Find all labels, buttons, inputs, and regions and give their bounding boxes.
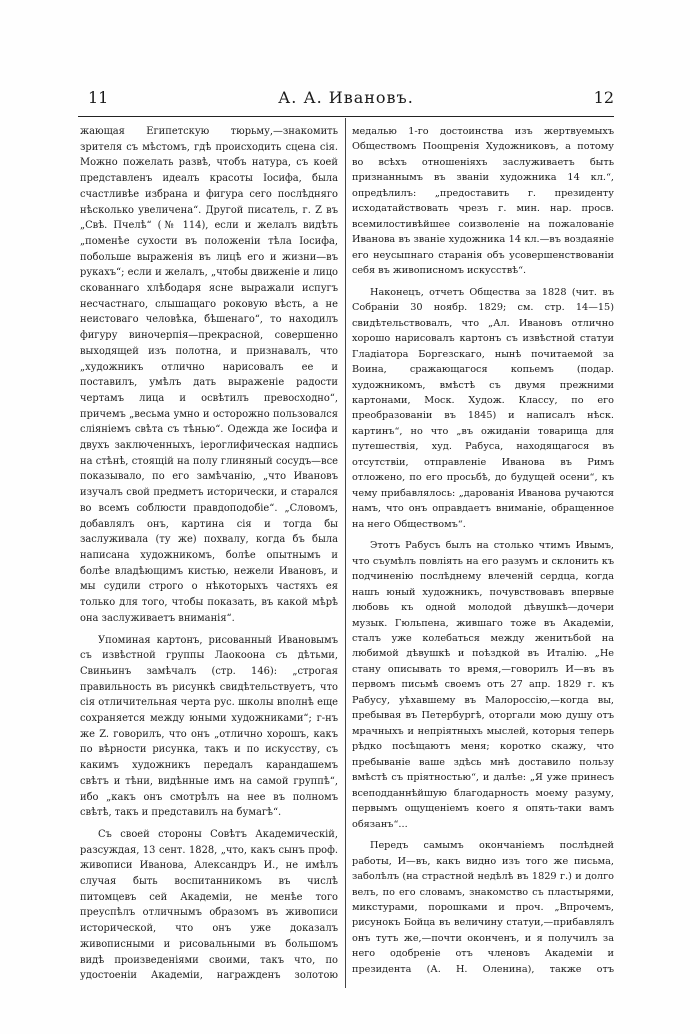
- paragraph: жающая Египетскую тюрьму,—знакомить зрителя съ мѣстомъ, гдѣ происходить сцена сія. Можно пожелать развѣ, чтобъ натура, съ коей представленъ идеалъ красоты Іосифа, была счастливѣе избрана и фигура сего послѣдняго нѣсколько увеличена“. Другой писатель, г. Z въ „Свѣ. Пчелѣ“ (№ 114), если и желалъ видѣть „поменѣе сухости въ положеніи тѣла Іосифа, побольше выраженія въ лицѣ его и жизни—въ рукахъ“; если и желалъ, „чтобы движеніе и лицо скованнаго хлѣбодаря ясне выражали испугъ несчастнаго, слышащаго роковую вѣсть, а не неистоваго человѣка, бѣшенаго“, то находилъ фигуру виночерпія—прекрасной, совершенно выходящей изъ полотна, и признавалъ, что „художникъ отлично нарисовалъ ее и поставилъ, умѣлъ дать выраженіе радости чертамъ лица и освѣтилъ превосходно“, причемъ „весьма умно и осторожно пользовался сліяніемъ свѣта съ тѣнью“. Одежда же Іосифа и двухъ заключенныхъ, іероглифическая надпись на стѣнѣ, стоящій на полу глиняный сосудъ—все показывало, по его замѣчанію, „что Ивановъ изучалъ свой предметъ исторически, и старался во всемъ соблюсти правдоподобіе“. „Словомъ, добавлялъ онъ, картина сія и тогда бы заслуживала (ту же) похвалу, когда бъ была написана художникомъ, болѣе опытнымъ и болѣе владѣющимъ кистью, нежели Ивановъ, и мы судили строго о нѣкоторыхъ частяхъ ея только для того, чтобы показать, въ какой мѣрѣ она заслуживаетъ вниманія“.: [80, 126, 338, 624]
- right-column: [352, 124, 614, 977]
- running-title: А. А. Ивановъ.: [278, 88, 414, 107]
- paragraph: Этотъ Рабусъ былъ на столько чтимъ Ивымъ, что съумѣлъ повліять на его разумъ и склонить къ подчиненію послѣднему влеченій сердца, когда нашъ юный художникъ, почувствовавъ впервые любовь къ одной молодой дѣвушкѣ—дочери музык. Гюльпена, жившаго тоже въ Академіи, сталъ уже колебаться между женитьбой на любимой дѣвушкѣ и поѣздкой въ Италію. „Не стану описывать то время,—говорилъ И—въ въ первомъ письмѣ своемъ отъ 27 апр. 1829 г. къ Рабусу, уѣхавшему въ Малороссію,—когда вы, пребывая въ Петербургѣ, оторгали мою душу отъ мрачныхъ и непріятныхъ мыслей, которыя теперь рѣдко посѣщаютъ меня; коротко скажу, что пребываніе ваше здѣсь мнѣ доставило пользу вмѣстѣ съ пріятностью“, и далѣе: „Я уже принесъ всеподданнѣйшую благодарность моему разуму, первымъ ощущеніемъ коего я опять-таки вамъ обязанъ“...: [352, 540, 614, 830]
- page-number-right: 12: [593, 88, 614, 107]
- paragraph: медалью 1-го достоинства изъ жертвуемыхъ Обществомъ Поощренія Художниковъ, а потому во всѣхъ отношеніяхъ заслуживаетъ быть признаннымъ въ званіи художника 14 кл.“, опредѣлилъ: „предоставить г. президенту исходатайствовать чрезъ г. мин. нар. просв. всемилостивѣйшее соизволеніе на пожалованіе Иванова въ званіе художника 14 кл.—въ воздаяніе его неусыпнаго старанія объ усовершенствованіи себя въ живописномъ искусствѣ“.: [352, 126, 614, 277]
- paragraph: Съ своей стороны Совѣтъ Академическій, разсуждая, 13 сент. 1828, „что, какъ сынъ проф. живописи Иванова, Александръ И., не имѣлъ случая быть воспитанникомъ въ числѣ питомцевъ сей Академіи, не менѣе того преуспѣлъ отличнымъ образомъ въ живописи исторической, что онъ уже доказалъ живописными и рисовальными въ большомъ видѣ произведеніями своими, такъ что, по удостоеніи Академіи, награжденъ золотою: [80, 828, 338, 982]
- page-header: [78, 86, 614, 112]
- paragraph: Наконецъ, отчетъ Общества за 1828 (чит. въ Собраніи 30 ноябр. 1829; см. стр. 14—15) свидѣтельствовалъ, что „Ал. Ивановъ отлично хорошо нарисовалъ картонъ съ извѣстной статуи Гладіатора Боргезскаго, нынѣ почитаемой за Воина, сражающагося копьемъ (подар. художникомъ, вмѣстѣ съ двумя прежними картонами, Моск. Худож. Классу, по его преобразованіи въ 1845) и написалъ нѣск. картинъ“, но что „въ ожиданіи товарища для путешествія, худ. Рабуса, находящагося въ отсутствіи, отправленіе Иванова въ Римъ отложено, по его просьбѣ, до будущей осени“, къ чему прибавлялось: „дарованія Иванова ручаются намъ, что онъ оправдаетъ вниманіе, обращенное на него Обществомъ“.: [352, 286, 614, 530]
- paragraph: Передъ самымъ окончаніемъ послѣдней работы, И—въ, какъ видно изъ того же письма, заболѣлъ (на страстной недѣлѣ въ 1829 г.) и долго велъ, по его словамъ, знакомство съ пластырями, микстурами, порошками и проч. „Впрочемъ, рисунокъ Бойца въ величину статуи,—прибавлялъ онъ тутъ же,—почти оконченъ, и я получилъ за него одобреніе отъ членовъ Академіи и президента (А. Н. Оленина), также отъ: [352, 840, 614, 975]
- column-divider: [345, 118, 346, 988]
- paragraph: Упоминая картонъ, рисованный Ивановымъ съ извѣстной группы Лаокоона съ дѣтьми, Свиньинъ замѣчалъ (стр. 146): „строгая правильность въ рисункѣ свидѣтельствуетъ, что сія отличительная черта рус. школы вполнѣ еще сохраняется между юными художниками“; г-нъ же Z. говорилъ, что онъ „отлично хорошъ, какъ по вѣрности рисунка, такъ и по искусству, съ какимъ художникъ передалъ карандашемъ свѣтъ и тѣни, видѣнные имъ на самой группѣ“, ибо „какъ онъ смотрѣлъ на нее въ полномъ свѣтѣ, такъ и представилъ на бумагѣ“.: [80, 634, 338, 819]
- header-rule: [78, 116, 614, 117]
- page-number-left: 11: [88, 88, 109, 107]
- left-column: [80, 124, 338, 984]
